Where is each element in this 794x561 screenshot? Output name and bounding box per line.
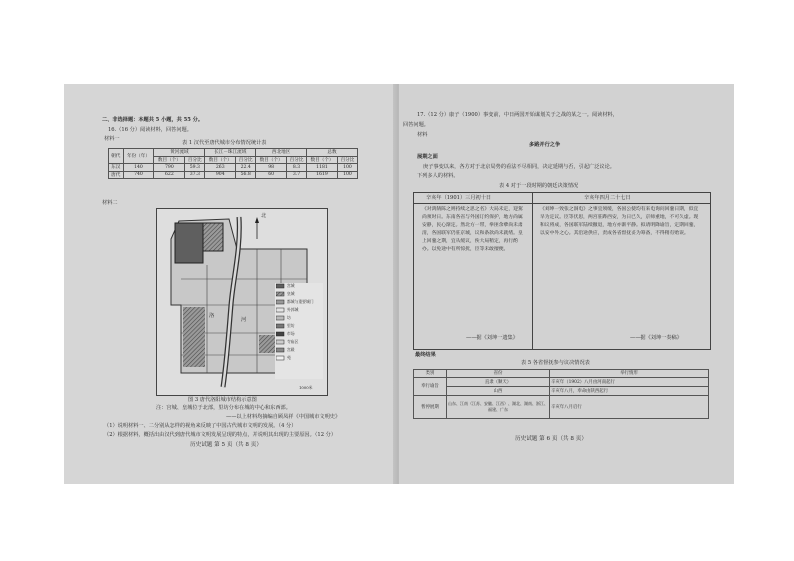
table-row (414, 395, 709, 418)
map-luo-label: 洛 (209, 313, 215, 319)
table-header: 类别 (414, 370, 447, 378)
table-cell: 622 (154, 171, 185, 179)
table-subheader: 百分比 (185, 156, 205, 164)
result-table (413, 369, 709, 419)
table-cell: 100 (337, 164, 357, 172)
table-cell: 直隶（顺天） (447, 377, 550, 386)
material1-label: 材料一 (104, 136, 120, 142)
table-cell: 山东、江南（江苏、安徽、江西）、湖北、湖南、浙江、福建、广东 (447, 395, 550, 418)
map-river-label: 河 (241, 317, 247, 323)
section1-text: 庚子事变以来，各方对于北京局势的看法不尽相同，决定延期与否，引起广泛议论。 (423, 164, 615, 170)
source-line: ——以上材料均摘编自顾凤祥《中国城市文明史》 (226, 414, 341, 420)
question16-intro: 16.（16 分）阅读材料，回答问题。 (108, 127, 192, 133)
table-cell: 1619 (307, 171, 338, 179)
table-group-header: 长江－珠江流域 (205, 149, 256, 157)
left-page (64, 84, 399, 484)
legend-item: 都城与重要城门 (287, 299, 314, 304)
table-header: 省份 (447, 370, 550, 378)
table-cell: 东汉 (109, 164, 124, 172)
box-divider (532, 193, 533, 349)
table-subheader: 百分比 (236, 156, 256, 164)
table-header-year: 年份（年） (123, 149, 154, 164)
table-cell: 263 (205, 164, 236, 172)
material2-label: 材料二 (102, 200, 118, 206)
section1-text2: 下列多人的材料。 (417, 173, 459, 179)
table-row (414, 386, 709, 395)
question17-cont: 回答问题。 (403, 122, 429, 128)
box-right-source: ——据《刘坤一奏稿》 (630, 335, 682, 341)
table-subheader: 数目（个） (256, 156, 287, 164)
box-left-body: 《对鸿鹄陈之则持续之思之名》大局未定，迎駕尚须时日。东南各省与外国订约保护，地方尚属安静，民心渐定。然北方一带，拳匪余孽尚未肃清，各国联军仍驻京城，议和条款尚未就绪。皇上回銮之期，宜从缓议，俟大局稍定，再行酌办。以免途中有所惊扰，臣等未敢擅便。 (422, 207, 523, 252)
table-cell: 37.3 (185, 171, 205, 179)
legend-item: 宫殿 (287, 347, 295, 352)
legend-item: 苑 (287, 355, 291, 360)
right-page (399, 84, 734, 484)
legend-item: 市场 (287, 331, 295, 336)
right-footer: 历史试题 第 6 页（共 8 页） (515, 436, 587, 442)
table-header-era: 朝代 (109, 149, 124, 164)
city-distribution-table (108, 148, 358, 179)
table-cell: 唐代 (109, 171, 124, 179)
table-cell: 3.7 (287, 171, 307, 179)
question17-intro: 17.（12 分）康子（1900）事变前，中日两国开始谋划关于之战的某之一。阅读材料， (417, 112, 618, 118)
comparison-box (413, 192, 711, 350)
section2-label: 最终结果 (415, 352, 436, 358)
table-cell: 790 (154, 164, 185, 172)
market-district (183, 307, 205, 367)
question-2: （2）根据材料，概括出由汉代到唐代城市文明发展呈现的特点，并说明其出现的主要原因。（12 分） (104, 432, 337, 438)
table-header-row (414, 370, 709, 378)
map-note: 注：宫城、皇城位于北部，里坊分布在城的中心和东西部。 (156, 405, 291, 411)
box-header-line (414, 203, 710, 204)
table5-caption: 表 5 各省督抚参与议决情况表 (521, 360, 590, 366)
table-cell: 1181 (307, 164, 338, 172)
box-left-header: 辛亥年（1901）三月初十日 (426, 195, 492, 201)
section-heading: 二、非选择题：本题共 5 小题，共 55 分。 (102, 117, 204, 123)
table-cell: 奉行谕旨 (414, 377, 447, 395)
table-cell: 740 (123, 171, 154, 179)
legend-item: 里坊 (287, 323, 295, 328)
table-subheader: 百分比 (337, 156, 357, 164)
map-caption: 图 3 唐代洛阳城市结构示意图 (188, 397, 257, 403)
imperial-city (203, 223, 223, 251)
table-header-row (109, 149, 358, 157)
legend-item: 宫城 (287, 283, 295, 288)
table-cell: 904 (205, 171, 236, 179)
table-subheader: 数目（个） (205, 156, 236, 164)
map-legend (275, 283, 323, 379)
table-cell: 140 (123, 164, 154, 172)
map-north-label: 北 (261, 213, 267, 219)
box-right-body: 《刘坤一致张之洞电》之事宜须缓，各国公使均有来电询问回銮日期，似宜早为定议。臣等伏思，两宫驻跸西安，为日已久，京师重地，不可久虚。现和议将成，各国联军陆续撤退，地方亦渐平静。拟请明降谕旨，定期回銮，以安中外之心。其沿途供应，责成各省督抚妥为筹备，不得稍有贻误。 (540, 207, 699, 236)
table-cell: 8.3 (287, 164, 307, 172)
legend-item: 坊 (287, 315, 291, 320)
box-right-header: 辛亥年四月二十七日 (584, 195, 631, 201)
table-cell: 辛亥年八月，奉命由陕西起行 (550, 386, 709, 395)
table-cell: 56.8 (236, 171, 256, 179)
table-group-header: 总数 (307, 149, 358, 157)
material-label: 材料 (417, 132, 428, 138)
table-cell: 辛亥年（1902）八月由河南起行 (550, 377, 709, 386)
question-1: （1）说明材料一、二分别从怎样的视角来反映了中国古代城市文明的发展。（4 分） (104, 423, 297, 429)
table-cell: 100 (337, 171, 357, 179)
table1-caption: 表 1 汉代至唐代城市分布情况统计表 (182, 140, 267, 146)
table-cell: 60 (256, 171, 287, 179)
legend-item: 外郭城 (287, 307, 299, 312)
table-subheader: 百分比 (287, 156, 307, 164)
table-cell: 辛亥年八月启行 (550, 395, 709, 418)
table-subheader: 数目（个） (154, 156, 185, 164)
palace-city (175, 223, 203, 263)
section1-label: 展期之面 (417, 154, 438, 160)
table-row (414, 377, 709, 386)
table-row (109, 164, 358, 172)
legend-swatches (276, 283, 286, 363)
photographed-exam-spread (64, 84, 734, 484)
table-subheader: 数目（个） (307, 156, 338, 164)
table-cell: 22.4 (236, 164, 256, 172)
table-row (109, 171, 358, 179)
city-map-frame (156, 208, 328, 396)
center-title: 多路并行之争 (529, 142, 561, 148)
table-cell: 暂停展期 (414, 395, 447, 418)
table-group-header: 黄河流域 (154, 149, 205, 157)
box-left-source: ——据《刘坤一遗集》 (466, 335, 518, 341)
table4-caption: 表 4 对于一段时期的朝廷决策情况 (499, 183, 579, 189)
table-cell: 98 (256, 164, 287, 172)
table-cell: 59.3 (185, 164, 205, 172)
legend-item: 皇城 (287, 291, 295, 296)
map-scale: 1000米 (299, 385, 313, 390)
table-group-header: 西北地区 (256, 149, 307, 157)
table-header: 举行情形 (550, 370, 709, 378)
legend-item: 寺庙区 (287, 339, 299, 344)
left-footer: 历史试题 第 5 页（共 8 页） (190, 442, 262, 448)
table-cell: 山西 (447, 386, 550, 395)
